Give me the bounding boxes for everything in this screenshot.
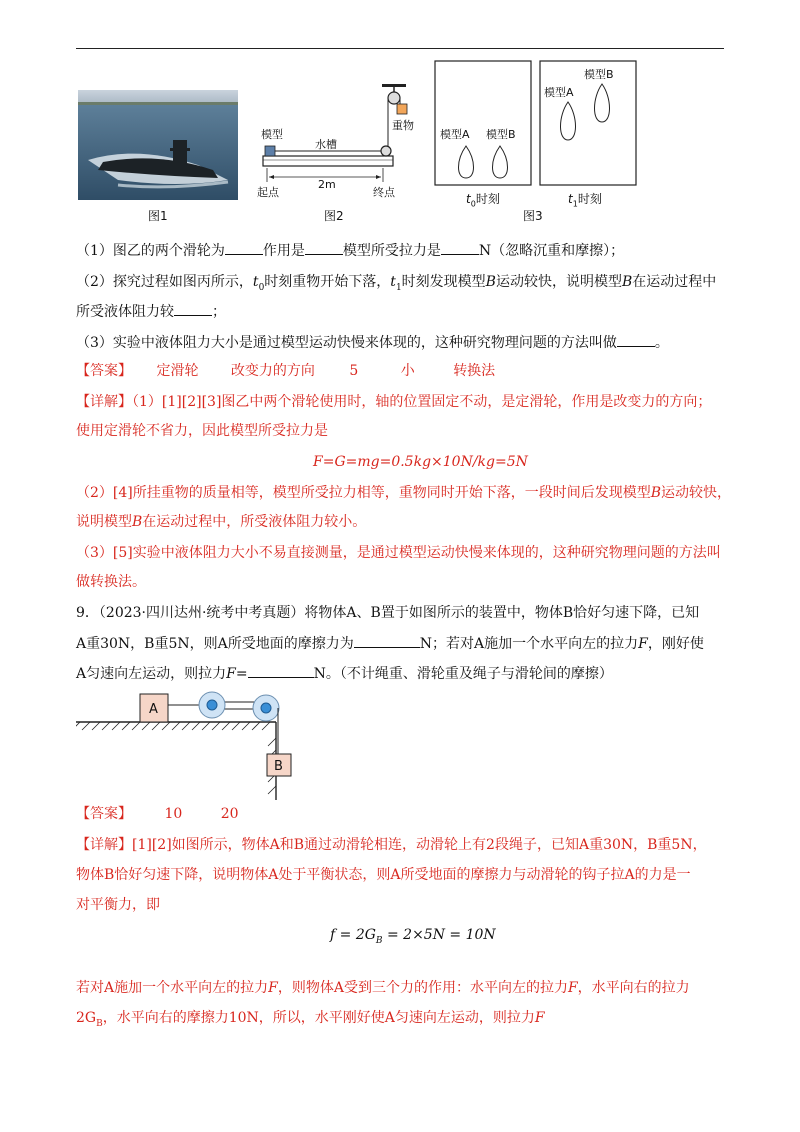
submarine-photo <box>78 90 238 200</box>
upper-pulley-icon <box>388 92 400 104</box>
t1-label-model-a: 模型A <box>544 86 574 99</box>
blank-1[interactable] <box>225 240 263 255</box>
q8-part3: （3）实验中液体阻力大小是通过模型运动快慢来体现的，这种研究物理问题的方法叫做 。 <box>76 332 669 353</box>
q9-line1: 9．（2023·四川达州·统考中考真题）将物体A、B置于如图所示的装置中，物体B恰好匀速下降，已知 <box>76 605 700 621</box>
q8-detail-2b: 说明模型B在运动过程中，所受液体阻力较小。 <box>76 514 367 530</box>
svg-text:B: B <box>274 759 283 774</box>
header-rule <box>76 48 724 49</box>
q9-formula: $f = 2G_B = 2\times 5N = 10N$ <box>330 927 496 946</box>
q8-detail-1b: 使用定滑轮不省力，因此模型所受拉力是 <box>76 423 328 439</box>
blank-4[interactable] <box>174 301 212 316</box>
q8-detail-1: 【详解】（1）[1][2][3]图乙中两个滑轮使用时，轴的位置固定不动，是定滑轮，作用是改变力的方向； <box>76 394 712 410</box>
fig3-diagram <box>434 60 638 188</box>
q8-formula: F=G=mg=0.5kg×10N/kg=5N <box>313 454 528 470</box>
q9-detail-5: $2G_B$，水平向右的摩擦力10N，所以，水平刚好使A匀速向左运动，则拉力F <box>76 1010 545 1029</box>
fig2-caption: 图2 <box>324 209 344 223</box>
blank-3[interactable] <box>441 240 479 255</box>
fig3-t1-label: $t_1$时刻 <box>568 192 602 209</box>
t0-label-model-a: 模型A <box>440 128 470 141</box>
fig3-caption: 图3 <box>523 209 543 223</box>
blank-q9-2[interactable] <box>248 663 314 678</box>
q9-detail-3: 对平衡力，即 <box>76 897 160 913</box>
t1-label-model-b: 模型B <box>584 68 614 81</box>
q9-detail-2: 物体B恰好匀速下降，说明物体A处于平衡状态，则A所受地面的摩擦力与动滑轮的钩子拉A的力是一 <box>76 867 691 883</box>
label-distance: 2m <box>318 178 336 191</box>
weight-block <box>397 104 407 114</box>
model-block <box>265 146 275 156</box>
q9-detail-1: 【详解】[1][2]如图所示，物体A和B通过动滑轮相连，动滑轮上有2段绳子，已知A重30N，B重5N， <box>76 837 707 853</box>
q9-line3: A匀速向左运动，则拉力F= N。（不计绳重、滑轮重及绳子与滑轮间的摩擦） <box>76 663 613 684</box>
q8-part2-line1: （2）探究过程如图丙所示，$t_0$时刻重物开始下落，$t_1$时刻发现模型B运动较快，说明模型B在运动过程中 <box>76 274 717 293</box>
fig3-t0-label: $t_0$时刻 <box>466 192 500 209</box>
q9-pulley-diagram <box>76 688 296 800</box>
q8-detail-3b: 做转换法。 <box>76 574 146 590</box>
q8-detail-2: （2）[4]所挂重物的质量相等，模型所受拉力相等，重物同时开始下落，一段时间后发现模型B运动较快， <box>76 485 732 501</box>
q9-line2: A重30N，B重5N，则A所受地面的摩擦力为 N；若对A施加一个水平向左的拉力F，刚好使 <box>76 633 704 654</box>
label-weight: 重物 <box>392 119 414 132</box>
q9-answer-row: 【答案】 10 20 <box>76 806 239 822</box>
label-model: 模型 <box>261 128 283 141</box>
q9-detail-4: 若对A施加一个水平向左的拉力F，则物体A受到三个力的作用：水平向左的拉力F，水平向右的拉力 <box>76 980 690 996</box>
label-water-tank: 水槽 <box>315 138 337 151</box>
q8-detail-3: （3）[5]实验中液体阻力大小不易直接测量，是通过模型运动快慢来体现的，这种研究物理问题的方法叫 <box>76 545 721 561</box>
fig1-caption: 图1 <box>148 209 168 223</box>
svg-text:A: A <box>149 702 158 717</box>
q8-answer-row: 【答案】 定滑轮 改变力的方向 5 小 转换法 <box>76 363 496 379</box>
blank-q9-1[interactable] <box>354 633 420 648</box>
blank-2[interactable] <box>305 240 343 255</box>
blank-5[interactable] <box>617 332 655 347</box>
fig2-diagram <box>255 80 430 198</box>
q8-part1: （1）图乙的两个滑轮为 作用是 模型所受拉力是 N（忽略沉重和摩擦）； <box>76 240 624 261</box>
lower-pulley-icon <box>381 146 391 156</box>
label-end: 终点 <box>373 186 395 198</box>
answer-label: 【答案】 <box>76 363 132 379</box>
t0-label-model-b: 模型B <box>486 128 516 141</box>
label-start: 起点 <box>257 186 279 198</box>
q8-part2-line2: 所受液体阻力较 ； <box>76 301 226 322</box>
